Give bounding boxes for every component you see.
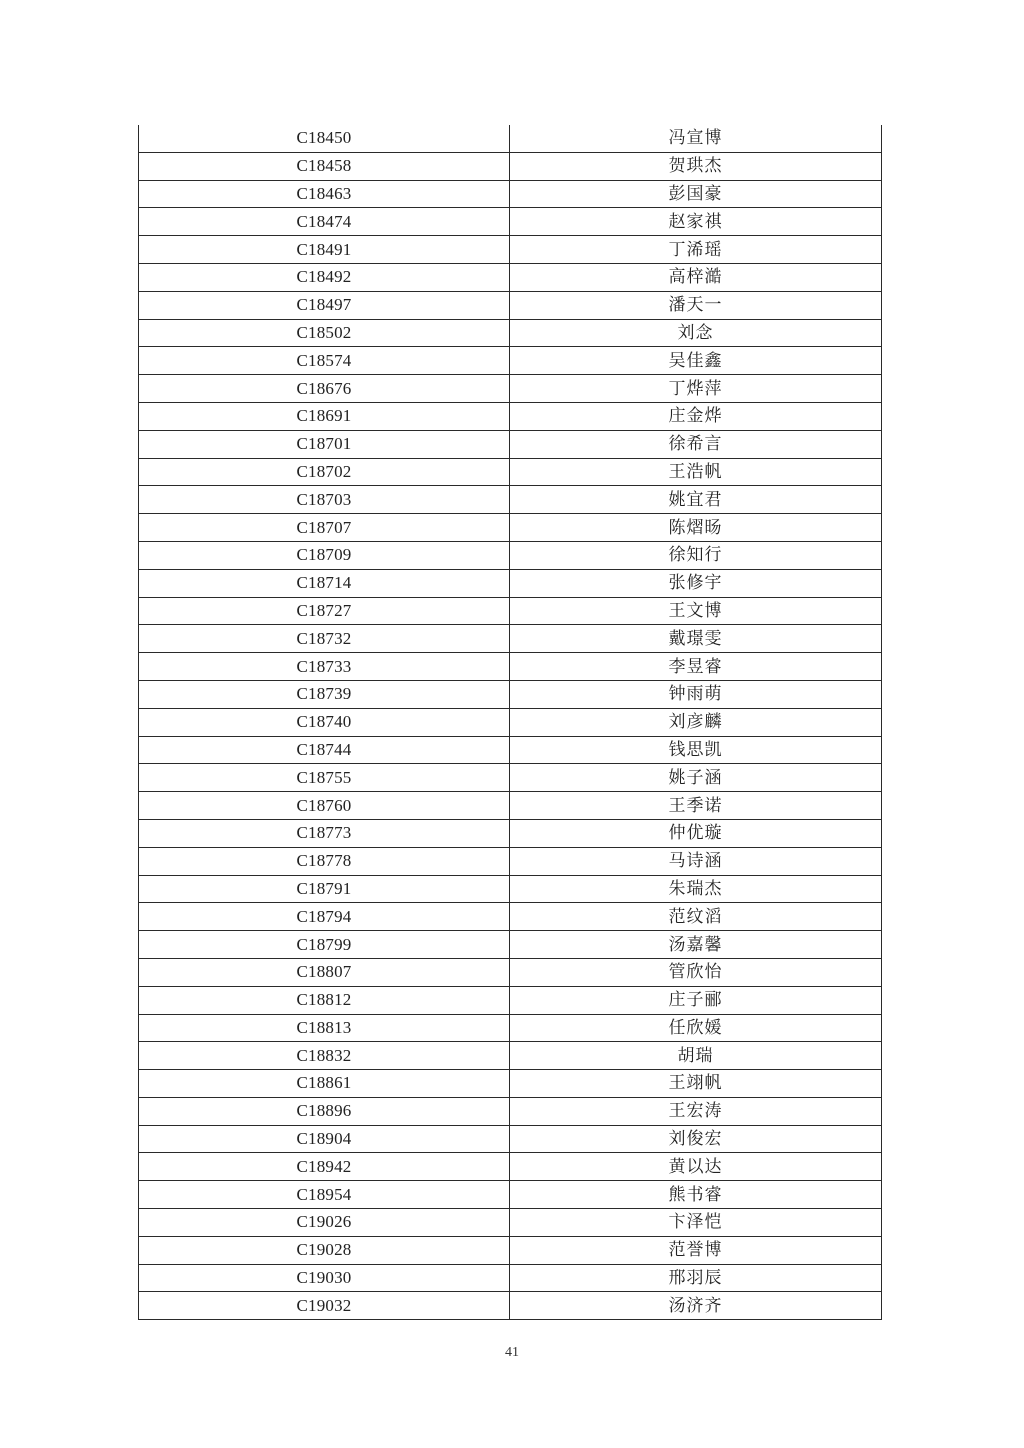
page-number: 41 <box>505 1345 519 1360</box>
student-name-cell: 贺珙杰 <box>510 152 882 180</box>
student-id-cell: C18463 <box>139 180 510 208</box>
student-name-cell: 赵家祺 <box>510 208 882 236</box>
student-id-cell: C18812 <box>139 986 510 1014</box>
student-name-cell: 高梓澔 <box>510 263 882 291</box>
student-name-cell: 王文博 <box>510 597 882 625</box>
student-id-cell: C19026 <box>139 1209 510 1237</box>
student-id-cell: C18502 <box>139 319 510 347</box>
table-row <box>139 680 882 708</box>
student-id-cell: C18744 <box>139 736 510 764</box>
student-name-cell: 徐希言 <box>510 430 882 458</box>
student-id-cell: C18942 <box>139 1153 510 1181</box>
table-row <box>139 541 882 569</box>
student-name-cell: 黄以达 <box>510 1153 882 1181</box>
table-row <box>139 402 882 430</box>
student-name-cell: 徐知行 <box>510 541 882 569</box>
student-id-cell: C18733 <box>139 653 510 681</box>
student-name-cell: 熊书睿 <box>510 1181 882 1209</box>
student-name-cell: 丁烨萍 <box>510 375 882 403</box>
table-row <box>139 347 882 375</box>
student-name-cell: 彭国豪 <box>510 180 882 208</box>
student-name-cell: 潘天一 <box>510 291 882 319</box>
student-id-cell: C18732 <box>139 625 510 653</box>
student-name-cell: 李昱睿 <box>510 653 882 681</box>
student-id-cell: C18701 <box>139 430 510 458</box>
table-row <box>139 430 882 458</box>
student-name-cell: 吴佳鑫 <box>510 347 882 375</box>
student-name-cell: 仲优璇 <box>510 819 882 847</box>
table-row <box>139 875 882 903</box>
table-row <box>139 208 882 236</box>
table-row <box>139 792 882 820</box>
student-name-cell: 王季诺 <box>510 792 882 820</box>
student-name-cell: 丁浠瑶 <box>510 236 882 264</box>
student-id-cell: C18861 <box>139 1070 510 1098</box>
student-id-cell: C18778 <box>139 847 510 875</box>
student-name-cell: 钱思凯 <box>510 736 882 764</box>
student-name-cell: 任欣媛 <box>510 1014 882 1042</box>
student-name-cell: 王翊帆 <box>510 1070 882 1098</box>
table-row <box>139 125 882 152</box>
student-name-cell: 庄金烨 <box>510 402 882 430</box>
student-name-cell: 戴璟雯 <box>510 625 882 653</box>
student-id-cell: C18709 <box>139 541 510 569</box>
student-name-cell: 马诗涵 <box>510 847 882 875</box>
student-id-cell: C18497 <box>139 291 510 319</box>
student-name-cell: 汤嘉馨 <box>510 931 882 959</box>
student-id-cell: C18904 <box>139 1125 510 1153</box>
student-id-cell: C18740 <box>139 708 510 736</box>
table-row <box>139 486 882 514</box>
student-name-cell: 姚子涵 <box>510 764 882 792</box>
roster-table-container <box>138 125 879 1320</box>
student-id-cell: C18954 <box>139 1181 510 1209</box>
student-id-cell: C18491 <box>139 236 510 264</box>
table-row <box>139 1097 882 1125</box>
table-row <box>139 180 882 208</box>
student-id-cell: C18707 <box>139 514 510 542</box>
student-id-cell: C18702 <box>139 458 510 486</box>
student-name-cell: 刘念 <box>510 319 882 347</box>
student-name-cell: 胡瑞 <box>510 1042 882 1070</box>
table-row <box>139 625 882 653</box>
table-row <box>139 458 882 486</box>
student-name-cell: 管欣怡 <box>510 958 882 986</box>
student-name-cell: 姚宜君 <box>510 486 882 514</box>
student-id-cell: C18807 <box>139 958 510 986</box>
student-id-cell: C18832 <box>139 1042 510 1070</box>
student-id-cell: C18794 <box>139 903 510 931</box>
student-name-cell: 庄子郦 <box>510 986 882 1014</box>
student-id-cell: C18791 <box>139 875 510 903</box>
student-name-cell: 王浩帆 <box>510 458 882 486</box>
table-row <box>139 819 882 847</box>
student-name-cell: 卞泽恺 <box>510 1209 882 1237</box>
table-row <box>139 764 882 792</box>
student-id-cell: C18799 <box>139 931 510 959</box>
student-id-cell: C19028 <box>139 1236 510 1264</box>
student-id-cell: C18896 <box>139 1097 510 1125</box>
student-id-cell: C18813 <box>139 1014 510 1042</box>
student-name-cell: 张修宇 <box>510 569 882 597</box>
table-row <box>139 1236 882 1264</box>
student-id-cell: C18574 <box>139 347 510 375</box>
student-id-cell: C18727 <box>139 597 510 625</box>
student-name-cell: 冯宣博 <box>510 125 882 152</box>
student-name-cell: 王宏涛 <box>510 1097 882 1125</box>
table-row <box>139 152 882 180</box>
table-row <box>139 263 882 291</box>
table-row <box>139 1125 882 1153</box>
table-row <box>139 1070 882 1098</box>
table-row <box>139 847 882 875</box>
student-name-cell: 钟雨萌 <box>510 680 882 708</box>
table-row <box>139 1014 882 1042</box>
student-id-cell: C18739 <box>139 680 510 708</box>
student-name-cell: 范纹滔 <box>510 903 882 931</box>
student-id-cell: C18691 <box>139 402 510 430</box>
student-id-cell: C19030 <box>139 1264 510 1292</box>
student-name-cell: 朱瑞杰 <box>510 875 882 903</box>
table-row <box>139 569 882 597</box>
student-id-cell: C18458 <box>139 152 510 180</box>
student-name-cell: 陈熠旸 <box>510 514 882 542</box>
roster-table <box>138 125 882 1320</box>
table-row <box>139 1292 882 1320</box>
roster-table-body <box>139 125 882 1320</box>
student-id-cell: C18773 <box>139 819 510 847</box>
table-row <box>139 375 882 403</box>
table-row <box>139 319 882 347</box>
table-row <box>139 736 882 764</box>
table-row <box>139 708 882 736</box>
table-row <box>139 1042 882 1070</box>
student-name-cell: 范誉博 <box>510 1236 882 1264</box>
student-id-cell: C18492 <box>139 263 510 291</box>
table-row <box>139 958 882 986</box>
table-row <box>139 903 882 931</box>
student-id-cell: C18450 <box>139 125 510 152</box>
table-row <box>139 1153 882 1181</box>
student-id-cell: C18676 <box>139 375 510 403</box>
table-row <box>139 597 882 625</box>
table-row <box>139 291 882 319</box>
table-row <box>139 236 882 264</box>
student-id-cell: C18714 <box>139 569 510 597</box>
table-row <box>139 931 882 959</box>
table-row <box>139 1181 882 1209</box>
student-name-cell: 刘俊宏 <box>510 1125 882 1153</box>
student-id-cell: C18755 <box>139 764 510 792</box>
table-row <box>139 1264 882 1292</box>
student-id-cell: C19032 <box>139 1292 510 1320</box>
student-name-cell: 刘彦麟 <box>510 708 882 736</box>
student-id-cell: C18760 <box>139 792 510 820</box>
table-row <box>139 653 882 681</box>
table-row <box>139 1209 882 1237</box>
student-id-cell: C18474 <box>139 208 510 236</box>
table-row <box>139 986 882 1014</box>
student-name-cell: 邢羽辰 <box>510 1264 882 1292</box>
student-name-cell: 汤济齐 <box>510 1292 882 1320</box>
student-id-cell: C18703 <box>139 486 510 514</box>
table-row <box>139 514 882 542</box>
